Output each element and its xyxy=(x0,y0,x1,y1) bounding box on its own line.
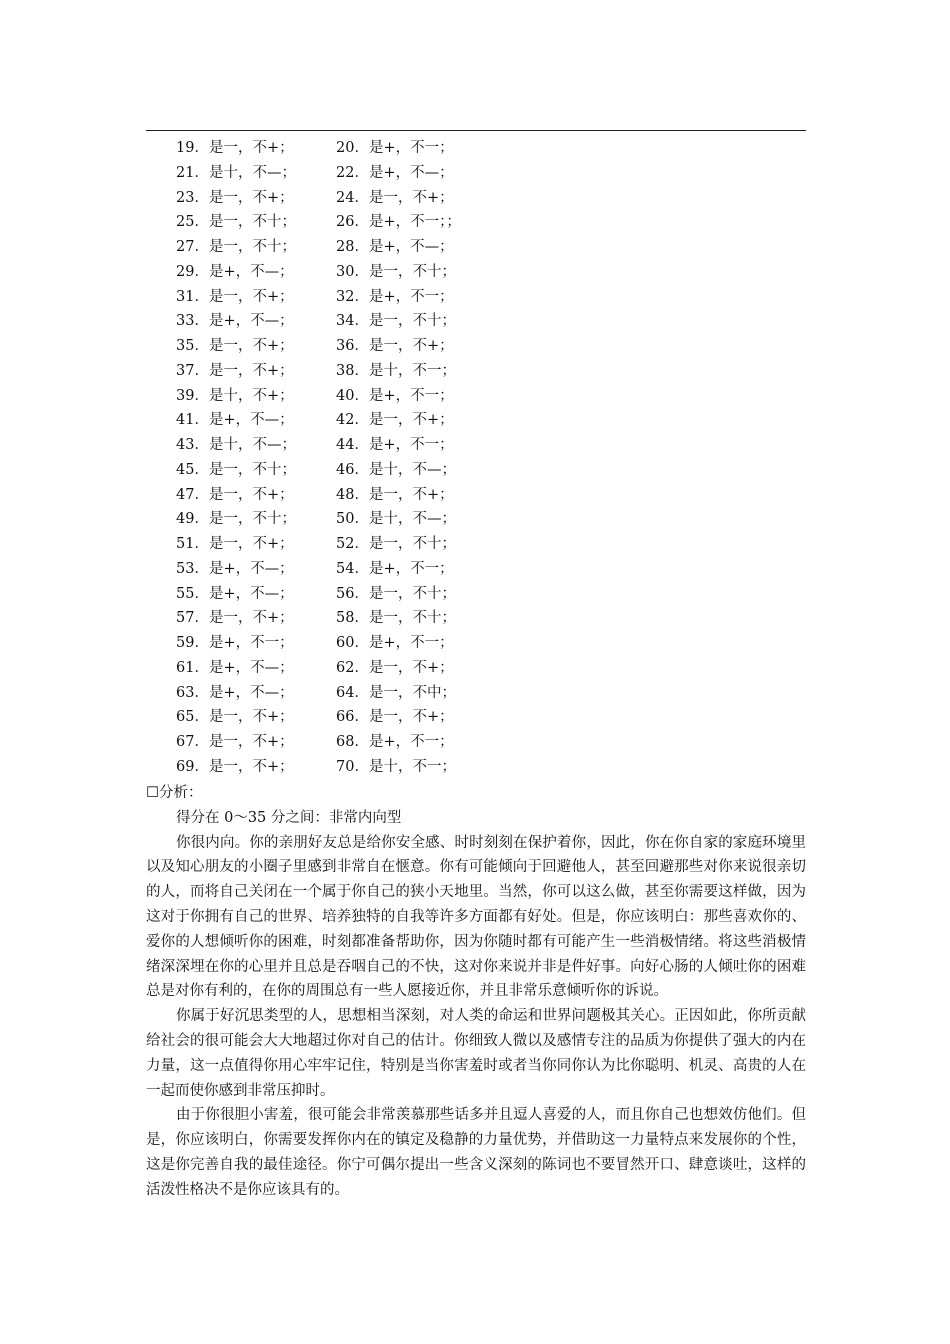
answer-item: 30．是一，不十； xyxy=(336,263,456,280)
answer-row xyxy=(176,582,496,607)
answer-item: 32．是+，不一； xyxy=(336,288,454,305)
answer-item: 56．是一，不十； xyxy=(336,585,456,602)
answer-item: 39．是十，不+； xyxy=(176,387,294,404)
answer-row xyxy=(176,656,496,681)
answer-row xyxy=(176,681,496,706)
answer-item: 48．是一，不+； xyxy=(336,486,454,503)
answer-row xyxy=(176,730,496,755)
answer-item: 52．是一，不十； xyxy=(336,536,456,552)
answer-row xyxy=(176,136,496,161)
answer-row xyxy=(176,359,496,384)
answer-row xyxy=(176,507,496,532)
answer-item: 21．是十，不—； xyxy=(176,164,296,181)
answer-item: 65．是一，不+； xyxy=(176,709,294,726)
answer-row xyxy=(176,532,496,557)
answer-item: 49．是一，不十； xyxy=(176,511,296,528)
answer-item: 29．是+，不—； xyxy=(176,263,294,280)
answer-item: 20．是+，不一； xyxy=(336,140,454,156)
analysis-label: ☐分析： xyxy=(146,785,203,801)
answer-row xyxy=(176,285,496,310)
answer-row xyxy=(176,631,496,656)
answer-row xyxy=(176,458,496,483)
answer-item: 68．是+，不一； xyxy=(336,734,454,750)
answer-item: 64．是一，不中； xyxy=(336,684,456,701)
answer-row xyxy=(176,161,496,186)
answer-row xyxy=(176,186,496,211)
answer-row xyxy=(176,309,496,334)
answer-item: 70．是十，不一； xyxy=(336,758,456,775)
answer-item: 28．是+，不—； xyxy=(336,239,454,255)
answer-item: 23．是一，不+； xyxy=(176,189,294,206)
answer-item: 67．是一，不+； xyxy=(176,734,294,750)
answer-item: 47．是一，不+； xyxy=(176,486,294,503)
answer-item: 26．是+，不一；； xyxy=(336,214,461,231)
answer-item: 66．是一，不+； xyxy=(336,709,454,726)
answer-item: 45．是一，不十； xyxy=(176,461,296,478)
answer-item: 33．是+，不—； xyxy=(176,313,294,330)
answer-row xyxy=(176,557,496,582)
answer-item: 58．是一，不十； xyxy=(336,610,456,627)
answer-item: 54．是+，不一； xyxy=(336,560,454,577)
answer-item: 57．是一，不+； xyxy=(176,610,294,627)
answer-item: 24．是一，不+； xyxy=(336,189,454,206)
answer-row xyxy=(176,433,496,458)
answer-item: 46．是十，不—； xyxy=(336,461,456,478)
analysis-paragraph-1: 你很内向。你的亲朋好友总是给你安全感、时时刻刻在保护着你，因此，你在你自家的家庭环境里以及知心朋友的小圈子里感到非常自在惬意。你有可能倾向于回避他人，甚至回避那些对你来说很亲切的人，而将自己关闭在一个属于你自己的狭小天地里。当然，你可以这么做，甚至你需要这样做，因为这对于你拥有自己的世界、培养独特的自我等许多方面都有好处。但是，你应该明白：那些喜欢你的、爱你的人想倾听你的困难，时刻都准备帮助你，因为你随时都有可能产生一些消极情绪。将这些消极情绪深深埋在你的心里并且总是吞咽自己的不快，这对你来说并非是件好事。向好心肠的人倾吐你的困难总是对你有利的，在你的周围总有一些人愿接近你，并且非常乐意倾听你的诉说。 xyxy=(146,834,806,1000)
answer-item: 60．是+，不一； xyxy=(336,635,454,651)
answer-row xyxy=(176,408,496,433)
answer-item: 53．是+，不—； xyxy=(176,560,294,577)
answer-item: 55．是+，不—； xyxy=(176,585,294,602)
answer-row xyxy=(176,260,496,285)
answer-item: 25．是一，不十； xyxy=(176,214,296,231)
answer-item: 40．是+，不一； xyxy=(336,387,454,404)
header-rule xyxy=(146,130,806,131)
answer-row xyxy=(176,384,496,409)
answer-row xyxy=(176,235,496,260)
answer-item: 36．是一，不+； xyxy=(336,338,454,354)
answer-item: 51．是一，不+； xyxy=(176,536,294,552)
answer-item: 38．是十，不一； xyxy=(336,362,456,379)
answer-item: 43．是十，不—； xyxy=(176,437,296,453)
answer-item: 37．是一，不+； xyxy=(176,362,294,379)
score-range-heading: 得分在 0～35 分之间：非常内向型 xyxy=(176,809,402,826)
answer-item: 62．是一，不+； xyxy=(336,659,454,676)
answer-item: 44．是+，不一； xyxy=(336,437,454,453)
answer-row xyxy=(176,755,496,780)
answer-row xyxy=(176,334,496,359)
answer-item: 69．是一，不+； xyxy=(176,758,294,775)
analysis-section xyxy=(146,781,806,1203)
answer-item: 35．是一，不+； xyxy=(176,338,294,354)
answer-item: 63．是+，不—； xyxy=(176,684,294,701)
answer-item: 50．是十，不—； xyxy=(336,511,456,528)
answer-item: 22．是+，不—； xyxy=(336,164,454,181)
answer-item: 41．是+，不—； xyxy=(176,412,294,429)
answer-row xyxy=(176,483,496,508)
answer-item: 59．是+，不一； xyxy=(176,635,294,651)
answer-item: 42．是一，不+； xyxy=(336,412,454,429)
answer-item: 61．是+，不—； xyxy=(176,659,294,676)
analysis-paragraph-2: 你属于好沉思类型的人，思想相当深刻，对人类的命运和世界问题极其关心。正因如此，你所贡献给社会的很可能会大大地超过你对自己的估计。你细致人微以及感情专注的品质为你提供了强大的内在力量，这一点值得你用心牢牢记住，特别是当你害羞时或者当你同你认为比你聪明、机灵、高贵的人在一起而使你感到非常压抑时。 xyxy=(146,1008,806,1099)
answer-row xyxy=(176,606,496,631)
answer-row xyxy=(176,210,496,235)
answer-item: 31．是一，不+； xyxy=(176,288,294,305)
answer-key xyxy=(176,136,496,780)
answer-item: 19．是一，不+； xyxy=(176,140,294,156)
answer-item: 27．是一，不十； xyxy=(176,239,296,255)
answer-row xyxy=(176,705,496,730)
analysis-paragraph-3: 由于你很胆小害羞，很可能会非常羡慕那些话多并且逗人喜爱的人，而且你自己也想效仿他们。但是，你应该明白，你需要发挥你内在的镇定及稳静的力量优势，并借助这一力量特点来发展你的个性，这是你完善自我的最佳途径。你宁可偶尔提出一些含义深刻的陈词也不要冒然开口、肆意谈吐，这样的活泼性格决不是你应该具有的。 xyxy=(146,1107,806,1198)
answer-item: 34．是一，不十； xyxy=(336,313,456,330)
